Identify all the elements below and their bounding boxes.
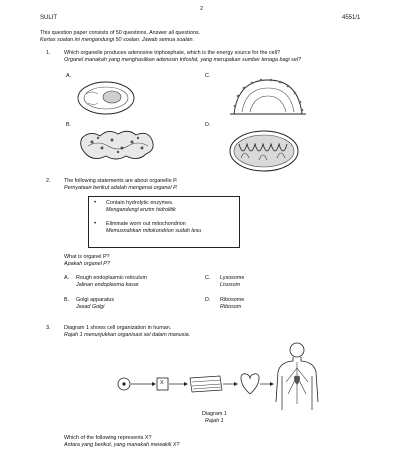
q2-option-d-en: Ribosome [220, 297, 245, 303]
option-a-organelle-image [76, 80, 136, 116]
option-b-organelle-image [78, 128, 156, 162]
q2-statement-1-en: Contain hydrolytic enzymes. [106, 200, 174, 206]
instructions-en: This question paper consists of 50 questions. Answer all questions. [40, 30, 201, 36]
q2-statement-1-ms: Mengandungi enzim hidrolitik [106, 207, 176, 213]
q2-text-en: The following statements are about organelle P. [64, 178, 178, 184]
bullet-1: • [94, 200, 97, 206]
q1-number: 1. [46, 50, 51, 56]
q2-option-c-en: Lysosome [220, 275, 245, 281]
q2-option-b-letter: B. [64, 297, 70, 303]
diagram-caption-ms: Rajah 1 [205, 418, 224, 424]
diagram-1 [110, 342, 330, 412]
cell-shape [118, 378, 130, 390]
q1-option-a-label: A. [66, 73, 72, 79]
q2-option-c-ms: Lisosom [220, 282, 241, 288]
q2-option-d-letter: D. [205, 297, 211, 303]
q1-text-en: Which organelle produces adenosine triphosphate, which is the energy source for the cell? [64, 50, 281, 56]
q2-number: 2. [46, 178, 51, 184]
q3-ask-ms: Antara yang berikut, yang manakah mewakili X? [64, 442, 180, 448]
instructions-ms: Kertas soalan ini mengandungi 50 soalan. Jawab semua soalan. [40, 37, 195, 43]
q2-text-ms: Pernyataan berikut adalah mengenai organel P. [64, 185, 178, 191]
q2-option-d-ms: Ribosom [220, 304, 242, 310]
q1-option-c-label: C. [205, 73, 211, 79]
tissue-shape [190, 376, 222, 392]
q3-number: 3. [46, 325, 51, 331]
header-right: 4551/1 [342, 15, 361, 21]
q1-option-b-label: B. [66, 122, 72, 128]
bullet-2: • [94, 221, 97, 227]
q3-ask-en: Which of the following represents X? [64, 435, 152, 441]
q2-option-c-letter: C. [205, 275, 211, 281]
page-number: 2 [200, 6, 203, 12]
organ-shape [241, 374, 259, 394]
q2-option-b-ms: Jasad Golgi [76, 304, 105, 310]
option-c-organelle-image [228, 76, 308, 120]
header-left: SULIT [40, 15, 58, 21]
q2-ask-en: What is organel P? [64, 254, 110, 260]
q2-statement-2-en: Eliminate worn out mitochondrion [106, 221, 186, 227]
q2-option-a-ms: Jalinan endoplasma kasar [76, 282, 139, 288]
q1-text-ms: Organel manakah yang menghasilkan adenosin trifosfat, yang merupakan sumber tenaga bagi sel? [64, 57, 302, 63]
diagram-x-label: X [160, 380, 164, 386]
q2-option-a-letter: A. [64, 275, 70, 281]
diagram-caption-en: Diagram 1 [202, 411, 227, 417]
q2-statement-2-ms: Memusnahkan mitokondrion sudah lesu [106, 228, 202, 234]
q2-option-b-en: Golgi apparatus [76, 297, 115, 303]
q1-option-d-label: D. [205, 122, 211, 128]
q2-ask-ms: Apakah organel P? [64, 261, 110, 267]
q3-text-en: Diagram 1 shows cell organization in human. [64, 325, 172, 331]
option-d-organelle-image [227, 128, 301, 174]
human-figure [276, 343, 318, 410]
q3-text-ms: Rajah 1 menunjukkan organisasi sel dalam manusia. [64, 332, 191, 338]
q2-option-a-en: Rough endoplasmic reticulum [76, 275, 148, 281]
